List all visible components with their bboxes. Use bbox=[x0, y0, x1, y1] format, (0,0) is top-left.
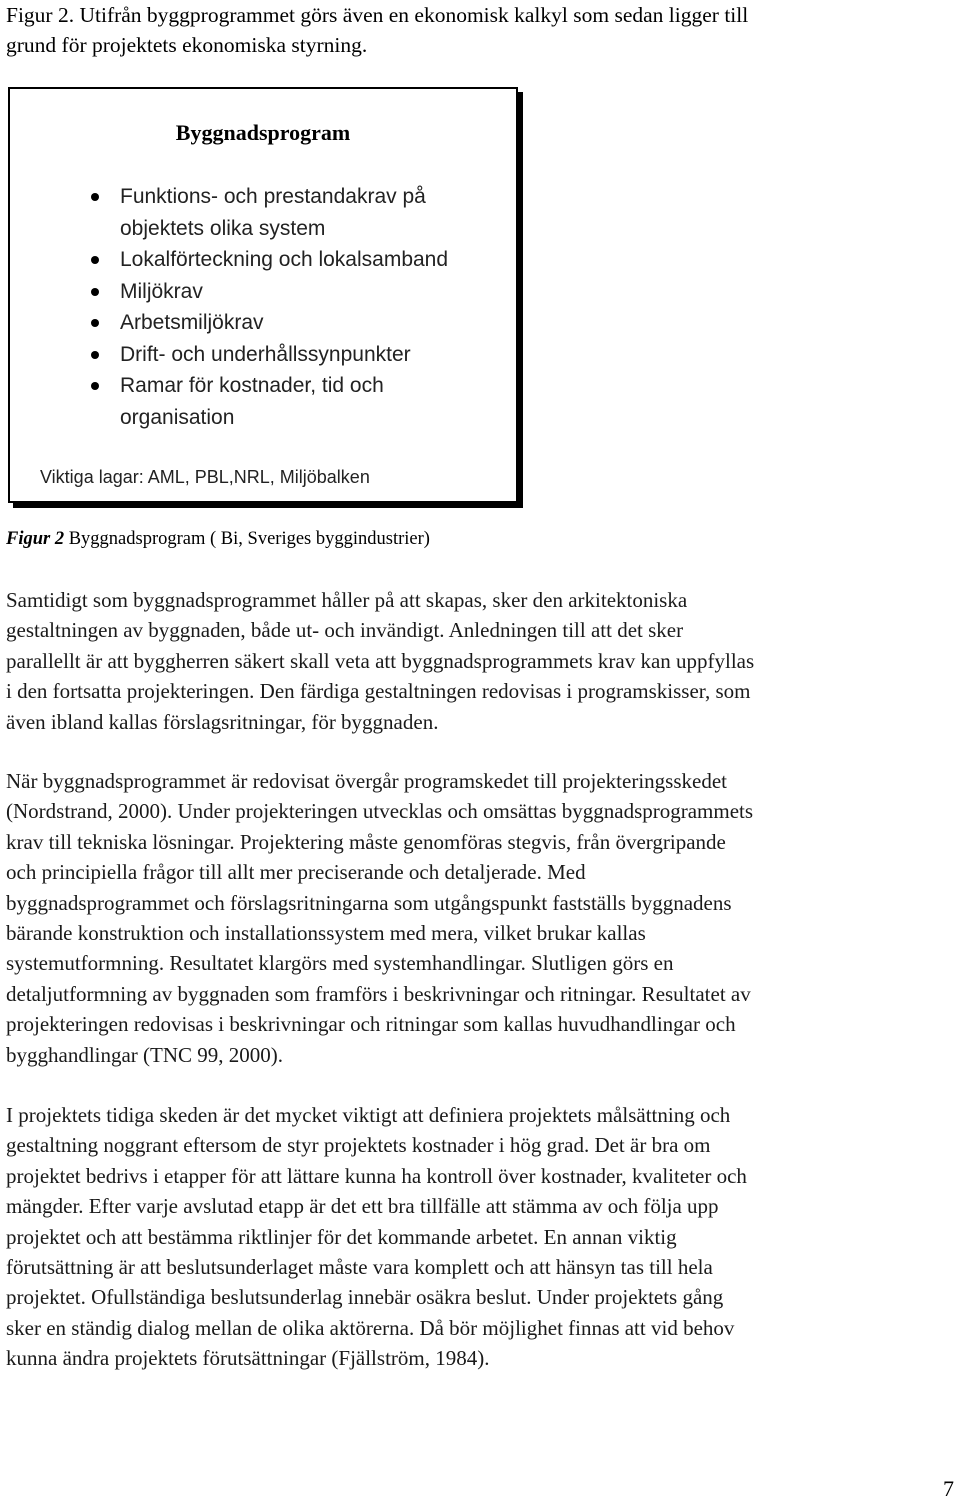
paragraph-line: sker en ständig dialog mellan de olika aktörerna. Då bör möjlighet finnas att vid behov bbox=[6, 1315, 735, 1340]
paragraph-line: detaljutformning av byggnaden som framförs i beskrivningar och ritningar. Resultatet av bbox=[6, 981, 751, 1006]
building-program-figure bbox=[8, 87, 518, 503]
list-item-line: Lokalförteckning och lokalsamband bbox=[120, 248, 449, 271]
bullet-icon bbox=[91, 288, 99, 296]
paragraph-line: Samtidigt som byggnadsprogrammet håller på att skapas, sker den arkitektoniska bbox=[6, 588, 688, 612]
list-item bbox=[120, 307, 510, 339]
paragraph-line: byggnadsprogrammet och förslagsritningarna som utgångspunkt fastställs byggnadens bbox=[6, 890, 732, 915]
paragraph-line: systemutformning. Resultatet klargörs med systemhandlingar. Slutligen görs en bbox=[6, 951, 674, 976]
requirement-list bbox=[120, 181, 510, 433]
paragraph-line: gestaltning noggrant eftersom de styr projektets kostnader i hög grad. Det är bra om bbox=[6, 1133, 711, 1158]
list-item-line: organisation bbox=[120, 405, 235, 429]
paragraph-line: (Nordstrand, 2000). Under projekteringen utvecklas och omsättas byggnadsprogrammets bbox=[6, 799, 754, 824]
paragraph-line: kunna ändra projektets förutsättningar (Fjällström, 1984). bbox=[6, 1346, 490, 1371]
list-item-line: Arbetsmiljökrav bbox=[120, 311, 264, 334]
paragraph-projecting bbox=[6, 766, 951, 1070]
bullet-icon bbox=[91, 193, 99, 201]
bullet-icon bbox=[91, 382, 99, 390]
list-item-line: Drift- och underhållssynpunkter bbox=[120, 342, 411, 366]
paragraph-line: parallellt är att byggherren säkert skall veta att byggnadsprogrammets krav kan uppfyllas bbox=[6, 648, 755, 673]
paragraph-line: i den fortsatta projekteringen. Den färdiga gestaltningen redovisas i programskisser, som bbox=[6, 679, 751, 704]
bullet-icon bbox=[91, 351, 99, 359]
paragraph-line: förutsättning är att beslutsunderlaget måste vara komplett och att hänsyn tas till hela bbox=[6, 1255, 713, 1280]
paragraph-line: bärande konstruktion och installationssystem med mera, vilket brukar kallas bbox=[6, 921, 646, 946]
paragraph-line: När byggnadsprogrammet är redovisat övergår programskedet till projekteringsskedet bbox=[6, 769, 727, 793]
paragraph-line: projektet och att bestämma riktlinjer för det kommande arbetet. En annan viktig bbox=[6, 1224, 677, 1249]
intro-line: Figur 2. Utifrån byggprogrammet görs även en ekonomisk kalkyl som sedan ligger till bbox=[6, 3, 749, 27]
paragraph-line: mängder. Efter varje avslutad etapp är det ett bra tillfälle att stämma av och följa upp bbox=[6, 1194, 719, 1219]
paragraph-line: projekteringen redovisas i beskrivningar och ritningar som kallas huvudhandlingar och bbox=[6, 1012, 736, 1037]
intro-line: grund för projektets ekonomiska styrning. bbox=[6, 33, 368, 57]
paragraph-early-stages bbox=[6, 1100, 951, 1374]
list-item bbox=[120, 339, 510, 371]
list-item bbox=[120, 276, 510, 308]
caption-label: Figur 2 bbox=[6, 529, 65, 549]
list-item bbox=[120, 244, 510, 276]
paragraph-line: gestaltningen av byggnaden, både ut- och invändigt. Anledningen till att det sker bbox=[6, 618, 684, 643]
paragraph-line: krav till tekniska lösningar. Projektering måste genomföras stegvis, från övergripande bbox=[6, 829, 726, 854]
paragraph-design bbox=[6, 585, 951, 737]
list-item-line: Miljökrav bbox=[120, 279, 203, 303]
list-item bbox=[120, 181, 510, 244]
bullet-icon bbox=[91, 319, 99, 327]
paragraph-line: även ibland kallas förslagsritningar, för byggnaden. bbox=[6, 709, 439, 734]
page-number: 7 bbox=[943, 1476, 954, 1501]
list-item-line: Ramar för kostnader, tid och bbox=[120, 374, 384, 397]
list-item-line: objektets olika system bbox=[120, 216, 326, 240]
list-item bbox=[120, 370, 510, 433]
figure-caption bbox=[6, 527, 430, 551]
figure-title: Byggnadsprogram bbox=[175, 120, 351, 145]
list-item-line: Funktions- och prestandakrav på bbox=[120, 185, 426, 208]
paragraph-line: bygghandlingar (TNC 99, 2000). bbox=[6, 1042, 284, 1067]
intro-text bbox=[6, 0, 946, 60]
paragraph-line: projektet. Ofullständiga beslutsunderlag innebär osäkra beslut. Under projektets gång bbox=[6, 1285, 724, 1310]
caption-text: Byggnadsprogram ( Bi, Sveriges byggindustrier) bbox=[64, 529, 430, 549]
laws-text: Viktiga lagar: AML, PBL,NRL, Miljöbalken bbox=[40, 467, 370, 487]
paragraph-line: I projektets tidiga skeden är det mycket viktigt att definiera projektets målsättning och bbox=[6, 1103, 731, 1127]
paragraph-line: projektet bedrivs i etapper för att lättare kunna ha kontroll över kostnader, kvaliteter och bbox=[6, 1163, 747, 1188]
bullet-icon bbox=[91, 256, 99, 264]
paragraph-line: och principiella frågor till allt mer preciserande och detaljerade. Med bbox=[6, 860, 586, 885]
